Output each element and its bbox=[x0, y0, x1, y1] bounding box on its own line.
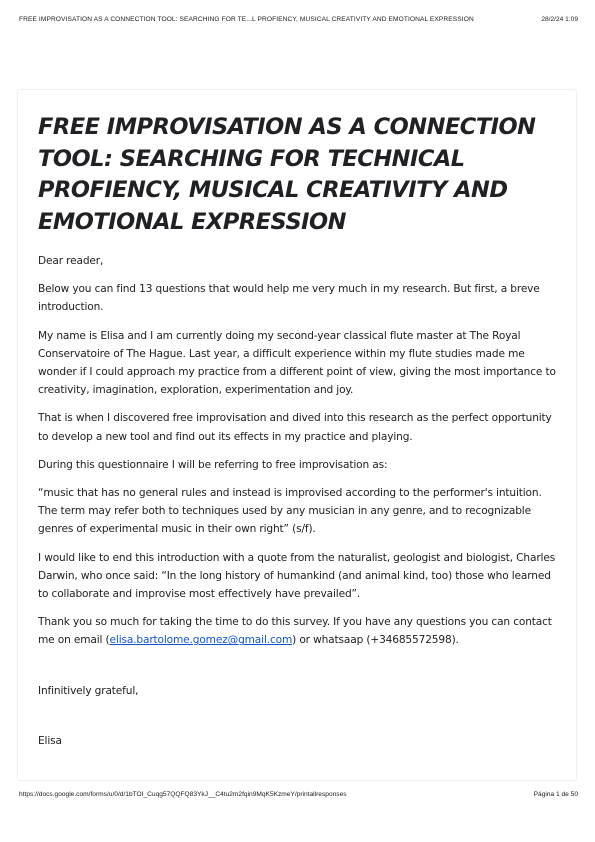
definition-intro-paragraph: During this questionnaire I will be referring to free improvisation as: bbox=[38, 458, 388, 471]
form-description-content bbox=[38, 112, 556, 760]
form-description-card bbox=[18, 90, 576, 780]
definition-quote-paragraph: “music that has no general rules and instead is improvised according to the performer's intuition. The term may refer both to techniques used by any musician in any genre, and to recognizable genres of experimental music in their own right” (s/f). bbox=[38, 487, 542, 536]
discovery-paragraph: That is when I discovered free improvisation and dived into this research as the perfect opportunity to develop a new tool and find out its effects in my practice and playing. bbox=[38, 412, 552, 443]
print-header-datetime: 28/2/24 1:09 bbox=[541, 16, 578, 23]
print-footer-page-number: Página 1 de 50 bbox=[533, 791, 578, 798]
greeting-text: Dear reader, bbox=[38, 255, 104, 267]
author-paragraph: My name is Elisa and I am currently doing my second-year classical flute master at The Royal Conservatoire of The Hague. Last year, a difficult experience within my flute studies made me wonder if I could approach my practice from a different point of view, giving the most importance to creativity, imagination, exploration, experimentation and joy. bbox=[38, 329, 556, 397]
print-header-title: FREE IMPROVISATION AS A CONNECTION TOOL: SEARCHING FOR TE...L PROFIENCY, MUSICAL CREATIVITY AND EMOTIONAL EXPRESSION bbox=[19, 16, 474, 23]
spacer bbox=[38, 710, 556, 732]
contact-paragraph bbox=[38, 613, 556, 649]
print-footer-url: https://docs.google.com/forms/u/0/d/1bTOI_Cuqg57QQFQ83YkJ__C4tu2m2fqin9MqK5KzmeY/printallresponses bbox=[19, 791, 347, 798]
signature-text: Elisa bbox=[38, 734, 62, 747]
closing-text: Infinitively grateful, bbox=[38, 684, 139, 697]
email-link[interactable]: elisa.bartolome.gomez@gmail.com bbox=[109, 634, 293, 647]
print-footer bbox=[19, 791, 578, 798]
intro-paragraph: Below you can find 13 questions that would help me very much in my research. But first, a breve introduction. bbox=[38, 283, 540, 314]
contact-text-before: Thank you so much for taking the time to do this survey. If you have any questions you can contact me on email ( bbox=[38, 616, 552, 647]
contact-text-after: ) or whatsaap (+34685572598). bbox=[292, 634, 459, 647]
print-header bbox=[19, 16, 578, 23]
form-title: FREE IMPROVISATION AS A CONNECTION TOOL: SEARCHING FOR TECHNICAL PROFIENCY, MUSICAL CREATIVITY AND EMOTIONAL EXPRESSION bbox=[38, 114, 536, 235]
spacer bbox=[38, 660, 556, 682]
darwin-quote-paragraph: I would like to end this introduction with a quote from the naturalist, geologist and biologist, Charles Darwin, who once said: “In the long history of humankind (and animal kind, too) those who learned to collaborate and improvise most effectively have prevailed”. bbox=[38, 551, 556, 601]
